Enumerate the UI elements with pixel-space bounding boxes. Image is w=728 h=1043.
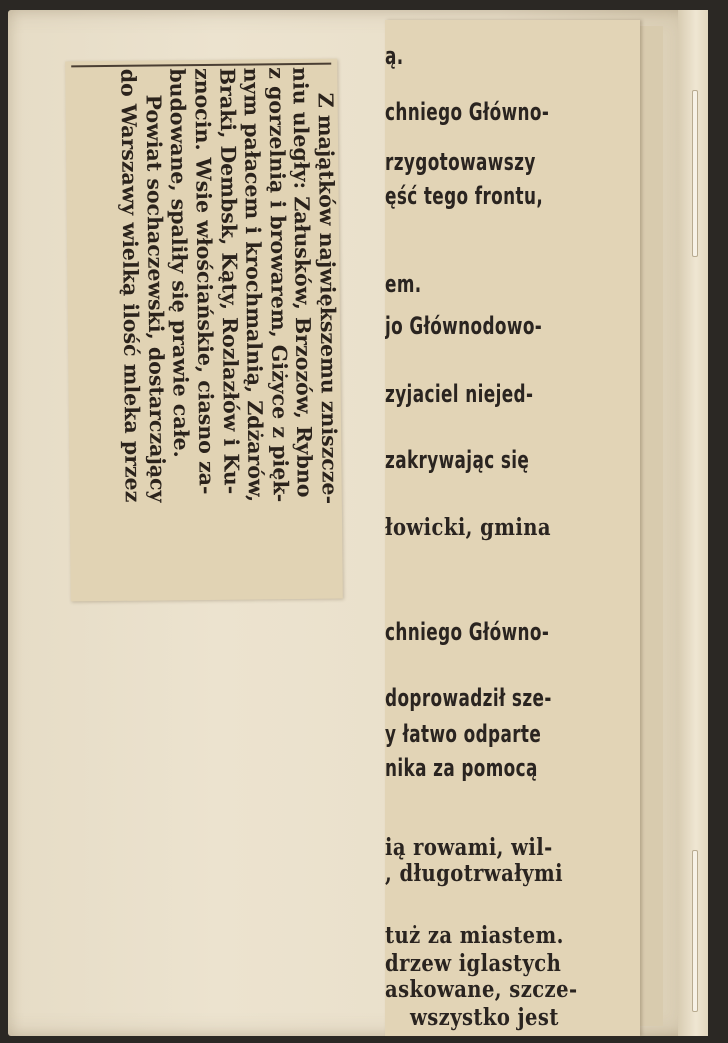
clipping-line: ęść tego frontu,: [385, 182, 544, 210]
article-line: nym pałacem i krochmalnią, Zdżarów,: [239, 67, 269, 503]
clipping-line: nika za pomocą: [385, 754, 538, 782]
clipping-line: em.: [385, 270, 422, 298]
article-line: Z majątków największemu zniszcze-: [313, 92, 342, 505]
clipping-line: ią rowami, wil-: [385, 834, 553, 861]
clipping-underlay: [636, 26, 663, 1026]
clipping-line: jo Głównodowo-: [385, 312, 543, 340]
clipping-line: wszystko jest: [410, 1004, 559, 1031]
clipping-line: rzygotowawszy: [385, 148, 536, 176]
article-line: budowane, spaliły się prawie całe.: [165, 68, 194, 458]
clipping-line: chniego Główno-: [385, 98, 550, 126]
clipping-line: zyjaciel niejed-: [385, 380, 534, 408]
binding-stitch: [692, 90, 698, 257]
article-line: do Warszawy wielką ilość mleka przez: [116, 68, 146, 503]
rotated-article-text: [116, 67, 343, 599]
article-line: znocin. Wsie włościańskie, ciasno za-: [190, 67, 219, 495]
right-newspaper-clipping: [385, 20, 640, 1036]
article-line: Powiat sochaczewski, dostarczający: [141, 94, 170, 503]
binding-stitch: [692, 850, 698, 1012]
clipping-line: drzew iglastych: [385, 950, 562, 977]
article-line: niu uległy: Załusków, Brzozów, Rybno: [288, 66, 318, 498]
clipping-line: zakrywając się: [385, 446, 530, 474]
clipping-line: chniego Główno-: [385, 618, 550, 646]
article-line: z gorzelnią i browarem, Giżyce z pięk-: [264, 67, 293, 503]
clipping-line: doprowadził sze-: [385, 684, 552, 712]
left-newspaper-clipping: [65, 59, 343, 602]
clipping-line: y łatwo odparte: [385, 720, 542, 748]
clipping-line: łowicki, gmina: [385, 514, 551, 541]
article-line: Braki, Dembsk, Kąty, Rozlazłów i Ku-: [214, 67, 244, 495]
clipping-line: tuż za miastem.: [385, 922, 564, 949]
clipping-line: askowane, szcze-: [385, 976, 578, 1003]
clipping-line: ą.: [385, 42, 404, 70]
clipping-line: , długotrwałymi: [385, 860, 563, 887]
